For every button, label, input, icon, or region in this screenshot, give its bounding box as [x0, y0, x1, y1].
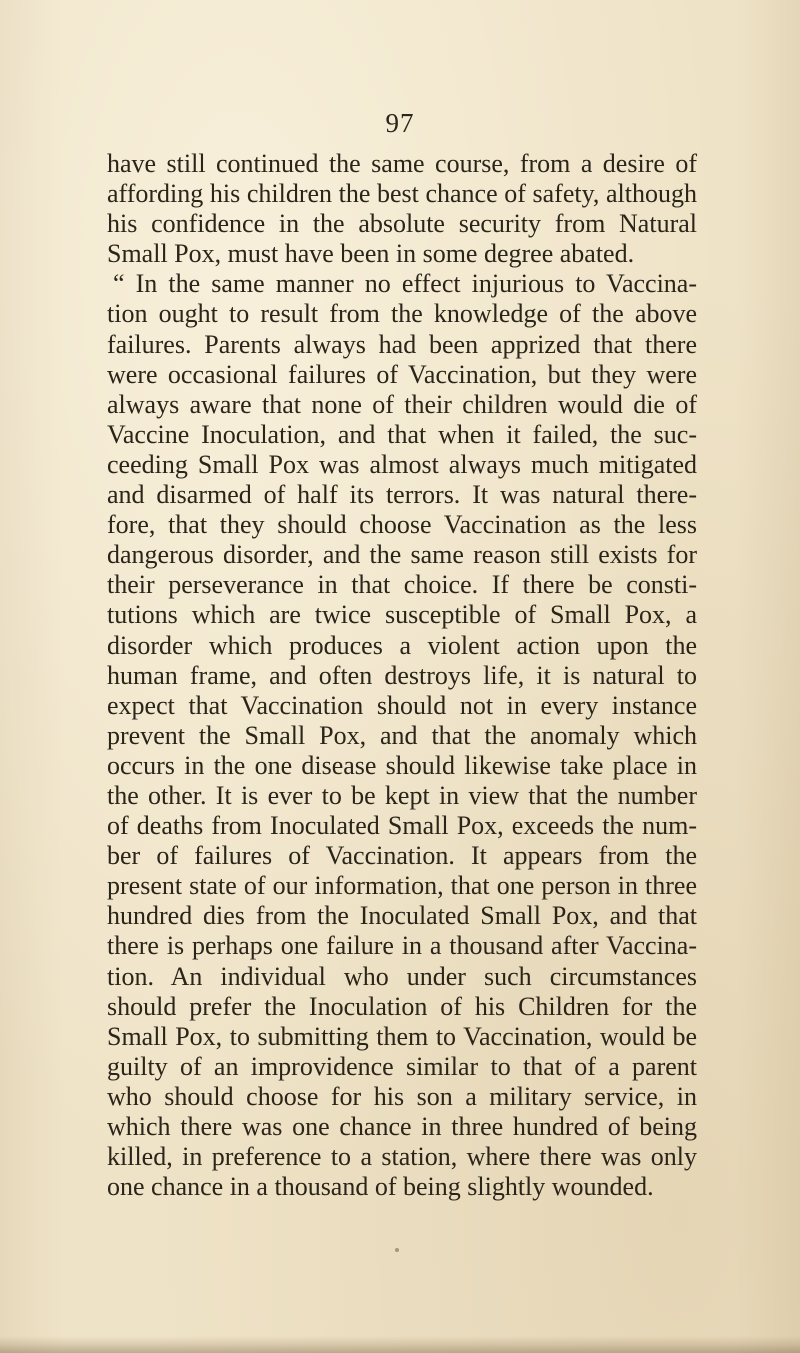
text-line: should prefer the Inoculation of his Children for the	[107, 991, 697, 1021]
text-line: Small Pox, must have been in some degree abated.	[107, 239, 635, 269]
text-line: one chance in a thousand of being slightly wounded.	[107, 1172, 654, 1202]
text-line: ceeding Small Pox was almost always much mitigated	[107, 449, 697, 479]
text-line: Small Pox, to submitting them to Vaccination, would be	[107, 1021, 697, 1051]
text-line: were occasional failures of Vaccination, but they were	[107, 359, 697, 389]
text-line: hundred dies from the Inoculated Small Pox, and that	[107, 901, 697, 931]
text-line: ber of failures of Vaccination. It appears from the	[107, 841, 697, 871]
text-line: and disarmed of half its terrors. It was natural there-	[107, 480, 697, 510]
text-line: tutions which are twice susceptible of Small Pox, a	[107, 600, 697, 630]
text-line: who should choose for his son a military service, in	[107, 1081, 697, 1111]
text-line: tion ought to result from the knowledge of the above	[107, 299, 697, 329]
text-line: the other. It is ever to be kept in view that the number	[107, 780, 697, 810]
text-line: his confidence in the absolute security from Natural	[107, 209, 697, 239]
text-line: dangerous disorder, and the same reason still exists for	[107, 540, 697, 570]
text-line: always aware that none of their children would die of	[107, 389, 697, 419]
text-line: human frame, and often destroys life, it is natural to	[107, 660, 697, 690]
text-line: expect that Vaccination should not in every instance	[107, 690, 697, 720]
text-line: disorder which produces a violent action upon the	[107, 630, 697, 660]
text-line: guilty of an improvidence similar to that of a parent	[107, 1051, 697, 1081]
text-line: affording his children the best chance of safety, although	[107, 179, 697, 209]
text-line: of deaths from Inoculated Small Pox, exceeds the num-	[107, 811, 697, 841]
text-line: which there was one chance in three hundred of being	[107, 1112, 697, 1141]
text-line: failures. Parents always had been apprized that there	[107, 329, 697, 359]
body-text	[107, 149, 697, 1202]
text-line: occurs in the one disease should likewise take place in	[107, 750, 697, 780]
text-line: tion. An individual who under such circumstances	[107, 961, 697, 991]
text-line: killed, in preference to a station, where there was only	[107, 1142, 697, 1172]
text-line: prevent the Small Pox, and that the anomaly which	[107, 720, 697, 750]
page-edge-shadow	[0, 1336, 800, 1353]
text-line: “ In the same manner no effect injurious to Vaccina-	[113, 269, 697, 299]
text-line: present state of our information, that one person in three	[107, 871, 697, 901]
text-line: Vaccine Inoculation, and that when it failed, the suc-	[107, 419, 697, 449]
text-line: their perseverance in that choice. If there be consti-	[107, 570, 697, 600]
text-line: have still continued the same course, from a desire of	[107, 149, 697, 178]
paper-speck	[395, 1248, 399, 1252]
page-number: 97	[385, 108, 415, 138]
text-line: there is perhaps one failure in a thousand after Vaccina-	[107, 931, 697, 961]
text-line: fore, that they should choose Vaccination as the less	[107, 510, 697, 540]
